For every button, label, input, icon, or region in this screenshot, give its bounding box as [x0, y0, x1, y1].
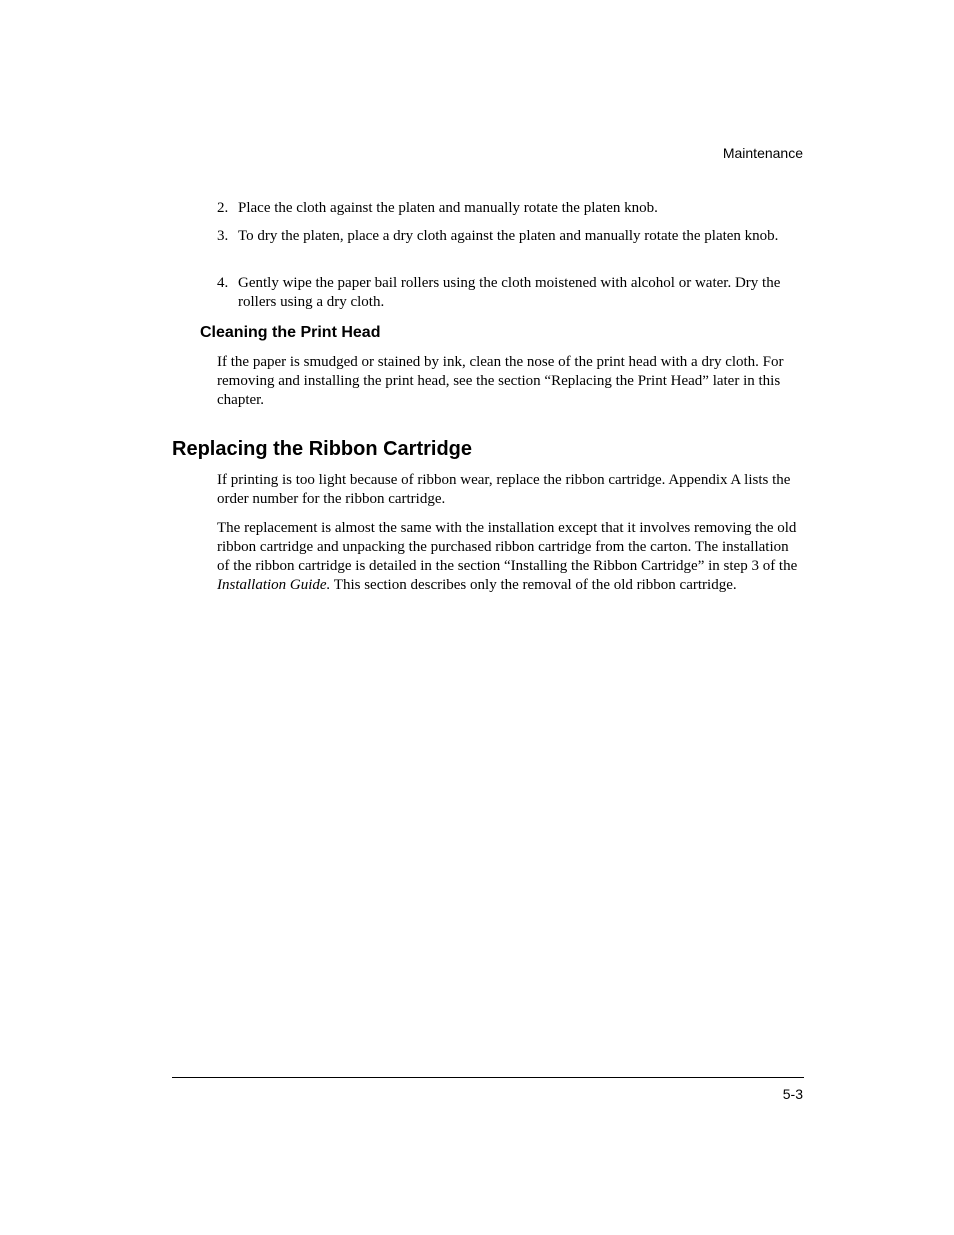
ribbon-paragraph-1: If printing is too light because of ribbon wear, replace the ribbon cartridge. Appendix A lists the order number for the ribbon cartridge. — [217, 472, 791, 507]
list-item — [217, 227, 804, 246]
footer-rule — [172, 1077, 804, 1078]
step-number: 2. — [217, 200, 229, 216]
step-text: Place the cloth against the platen and manually rotate the platen knob. — [238, 200, 658, 216]
step-text: To dry the platen, place a dry cloth against the platen and manually rotate the platen knob. — [238, 228, 779, 244]
list-item — [217, 199, 804, 218]
guide-title: Installation Guide. — [217, 577, 331, 593]
cleaning-paragraph: If the paper is smudged or stained by ink, clean the nose of the print head with a dry cloth. For removing and installing the print head, see the section “Replacing the Print Head” later in this chapter. — [217, 354, 784, 408]
running-header: Maintenance — [722, 145, 803, 161]
ribbon-paragraph-2-text-end: This section describes only the removal of the old ribbon cartridge. — [330, 577, 737, 593]
list-item — [217, 274, 804, 312]
ribbon-paragraph-2 — [217, 519, 804, 595]
step-text: Gently wipe the paper bail rollers using the cloth moistened with alcohol or water. Dry the rollers using a dry cloth. — [238, 275, 781, 310]
step-number: 3. — [217, 228, 229, 244]
section-subheading: Cleaning the Print Head — [200, 324, 381, 341]
section-heading: Replacing the Ribbon Cartridge — [172, 438, 473, 460]
step-number: 4. — [217, 275, 229, 291]
page-number: 5-3 — [782, 1086, 803, 1102]
ribbon-paragraph-2-text: The replacement is almost the same with the installation except that it involves removing the old ribbon cartridge and unpacking the purchased ribbon cartridge from the carton. The installation of the ribbon cartridge is detailed in the section “Installing the Ribbon Cartridge” in step 3 of the — [217, 520, 798, 574]
